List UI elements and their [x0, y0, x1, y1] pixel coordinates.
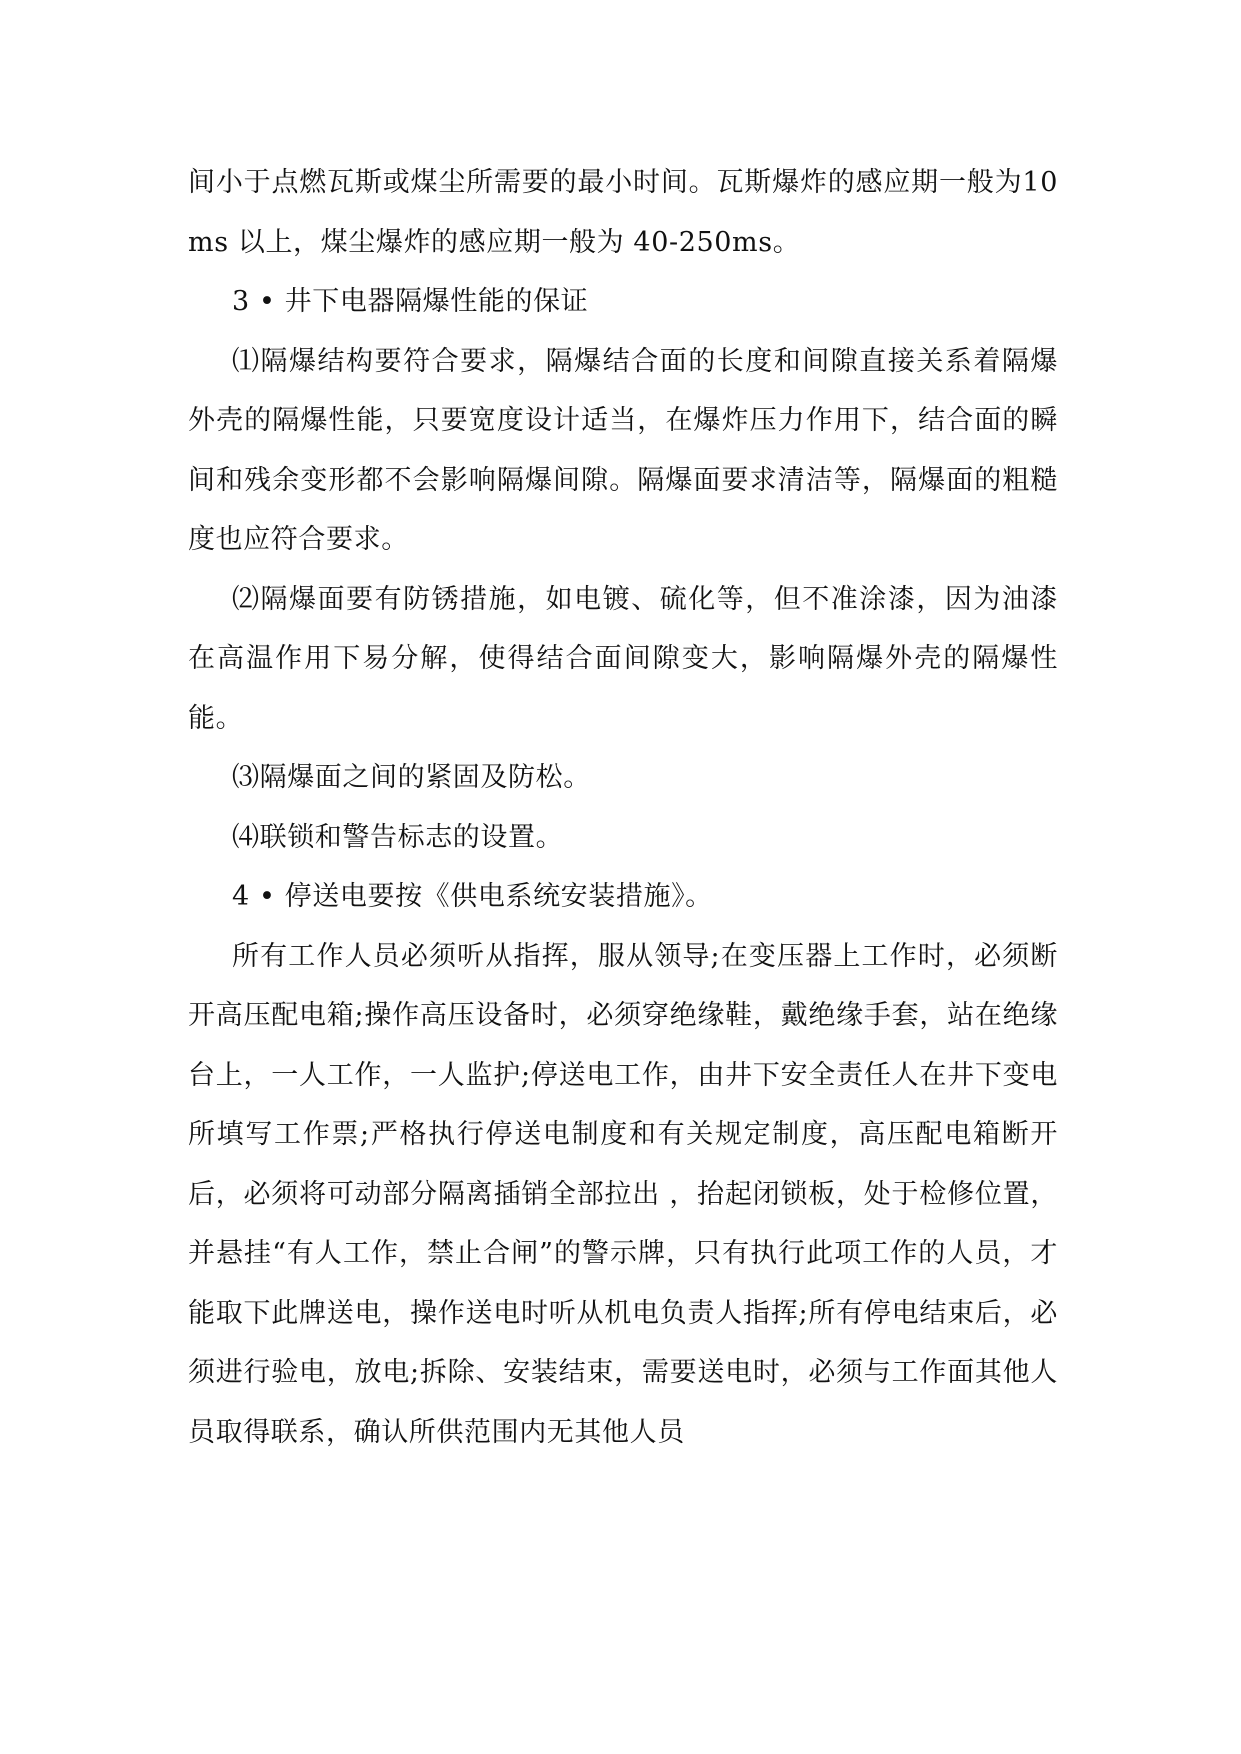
paragraph-continuation: 间小于点燃瓦斯或煤尘所需要的最小时间。瓦斯爆炸的感应期一般为10ms 以上，煤尘爆炸的感应期一般为 40-250ms。: [188, 167, 1058, 258]
document-body: [188, 153, 1058, 1462]
list-item-4: ⑷联锁和警告标志的设置。: [232, 821, 564, 853]
list-item-1: ⑴隔爆结构要符合要求，隔爆结合面的长度和间隙直接关系着隔爆外壳的隔爆性能，只要宽度设计适当，在爆炸压力作用下，结合面的瞬间和残余变形都不会影响隔爆间隙。隔爆面要求清洁等，隔爆面的粗糙度也应符合要求。: [188, 345, 1058, 555]
section-heading-3: 3 • 井下电器隔爆性能的保证: [232, 286, 589, 317]
list-item-3: ⑶隔爆面之间的紧固及防松。: [232, 762, 591, 793]
paragraph-body: 所有工作人员必须听从指挥，服从领导;在变压器上工作时，必须断开高压配电箱;操作高压设备时，必须穿绝缘鞋，戴绝缘手套，站在绝缘台上，一人工作，一人监护;停送电工作，由井下安全责任人在井下变电所填写工作票;严格执行停送电制度和有关规定制度，高压配电箱断开后，必须将可动部分隔离插销全部拉出 ，抬起闭锁板，处于检修位置，并悬挂“有人工作，禁止合闸”的警示牌，只有执行此项工作的人员，才能取下此牌送电，操作送电时听从机电负责人指挥;所有停电结束后，必须进行验电，放电;拆除、安装结束，需要送电时，必须与工作面其他人员取得联系，确认所供范围内无其他人员: [188, 940, 1058, 1448]
list-item-2: ⑵隔爆面要有防锈措施，如电镀、硫化等，但不准涂漆，因为油漆在高温作用下易分解，使得结合面间隙变大，影响隔爆外壳的隔爆性能。: [188, 583, 1058, 734]
section-heading-4: 4 • 停送电要按《供电系统安装措施》。: [232, 881, 713, 912]
